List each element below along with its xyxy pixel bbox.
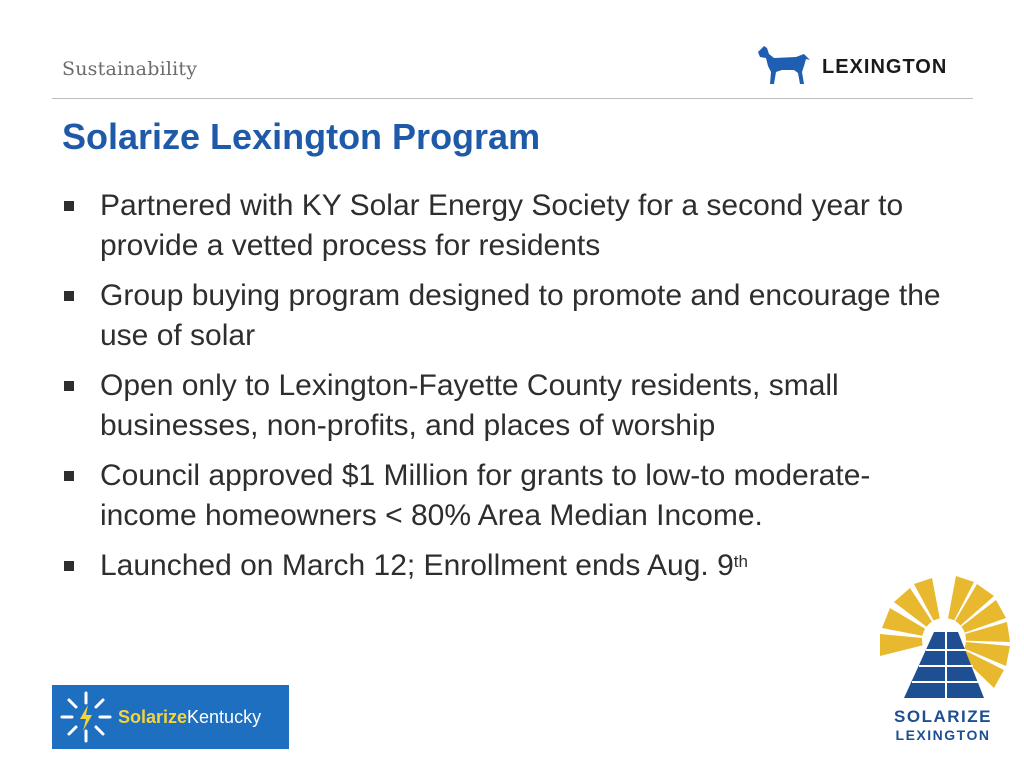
section-label: Sustainability — [62, 58, 198, 80]
solarize-lexington-wordmark: SOLARIZE LEXINGTON — [894, 707, 992, 743]
brand-name: LEXINGTON — [822, 56, 948, 78]
lexington-brand — [752, 42, 972, 88]
header-divider — [52, 98, 973, 99]
sun-burst-icon — [56, 685, 116, 749]
bullet-marker-icon — [64, 381, 74, 391]
slide-title: Solarize Lexington Program — [62, 116, 541, 157]
bullet-list — [62, 186, 962, 596]
horse-icon — [752, 42, 814, 88]
bullet-marker-icon — [64, 561, 74, 571]
solarize-kentucky-logo — [52, 685, 289, 749]
bullet-item: Launched on March 12; Enrollment ends Aug. 9th — [62, 546, 962, 586]
bullet-marker-icon — [64, 201, 74, 211]
bullet-item: Open only to Lexington-Fayette County residents, small businesses, non-profits, and places of worship — [62, 366, 962, 446]
ordinal-superscript: th — [733, 552, 748, 571]
bullet-item: Partnered with KY Solar Energy Society for a second year to provide a vetted process for residents — [62, 186, 962, 266]
bullet-marker-icon — [64, 291, 74, 301]
bullet-marker-icon — [64, 471, 74, 481]
bullet-item: Council approved $1 Million for grants to low-to moderate-income homeowners < 80% Area Median Income. — [62, 456, 962, 536]
solarize-kentucky-wordmark: SolarizeKentucky — [118, 707, 262, 727]
bullet-item: Group buying program designed to promote and encourage the use of solar — [62, 276, 962, 356]
